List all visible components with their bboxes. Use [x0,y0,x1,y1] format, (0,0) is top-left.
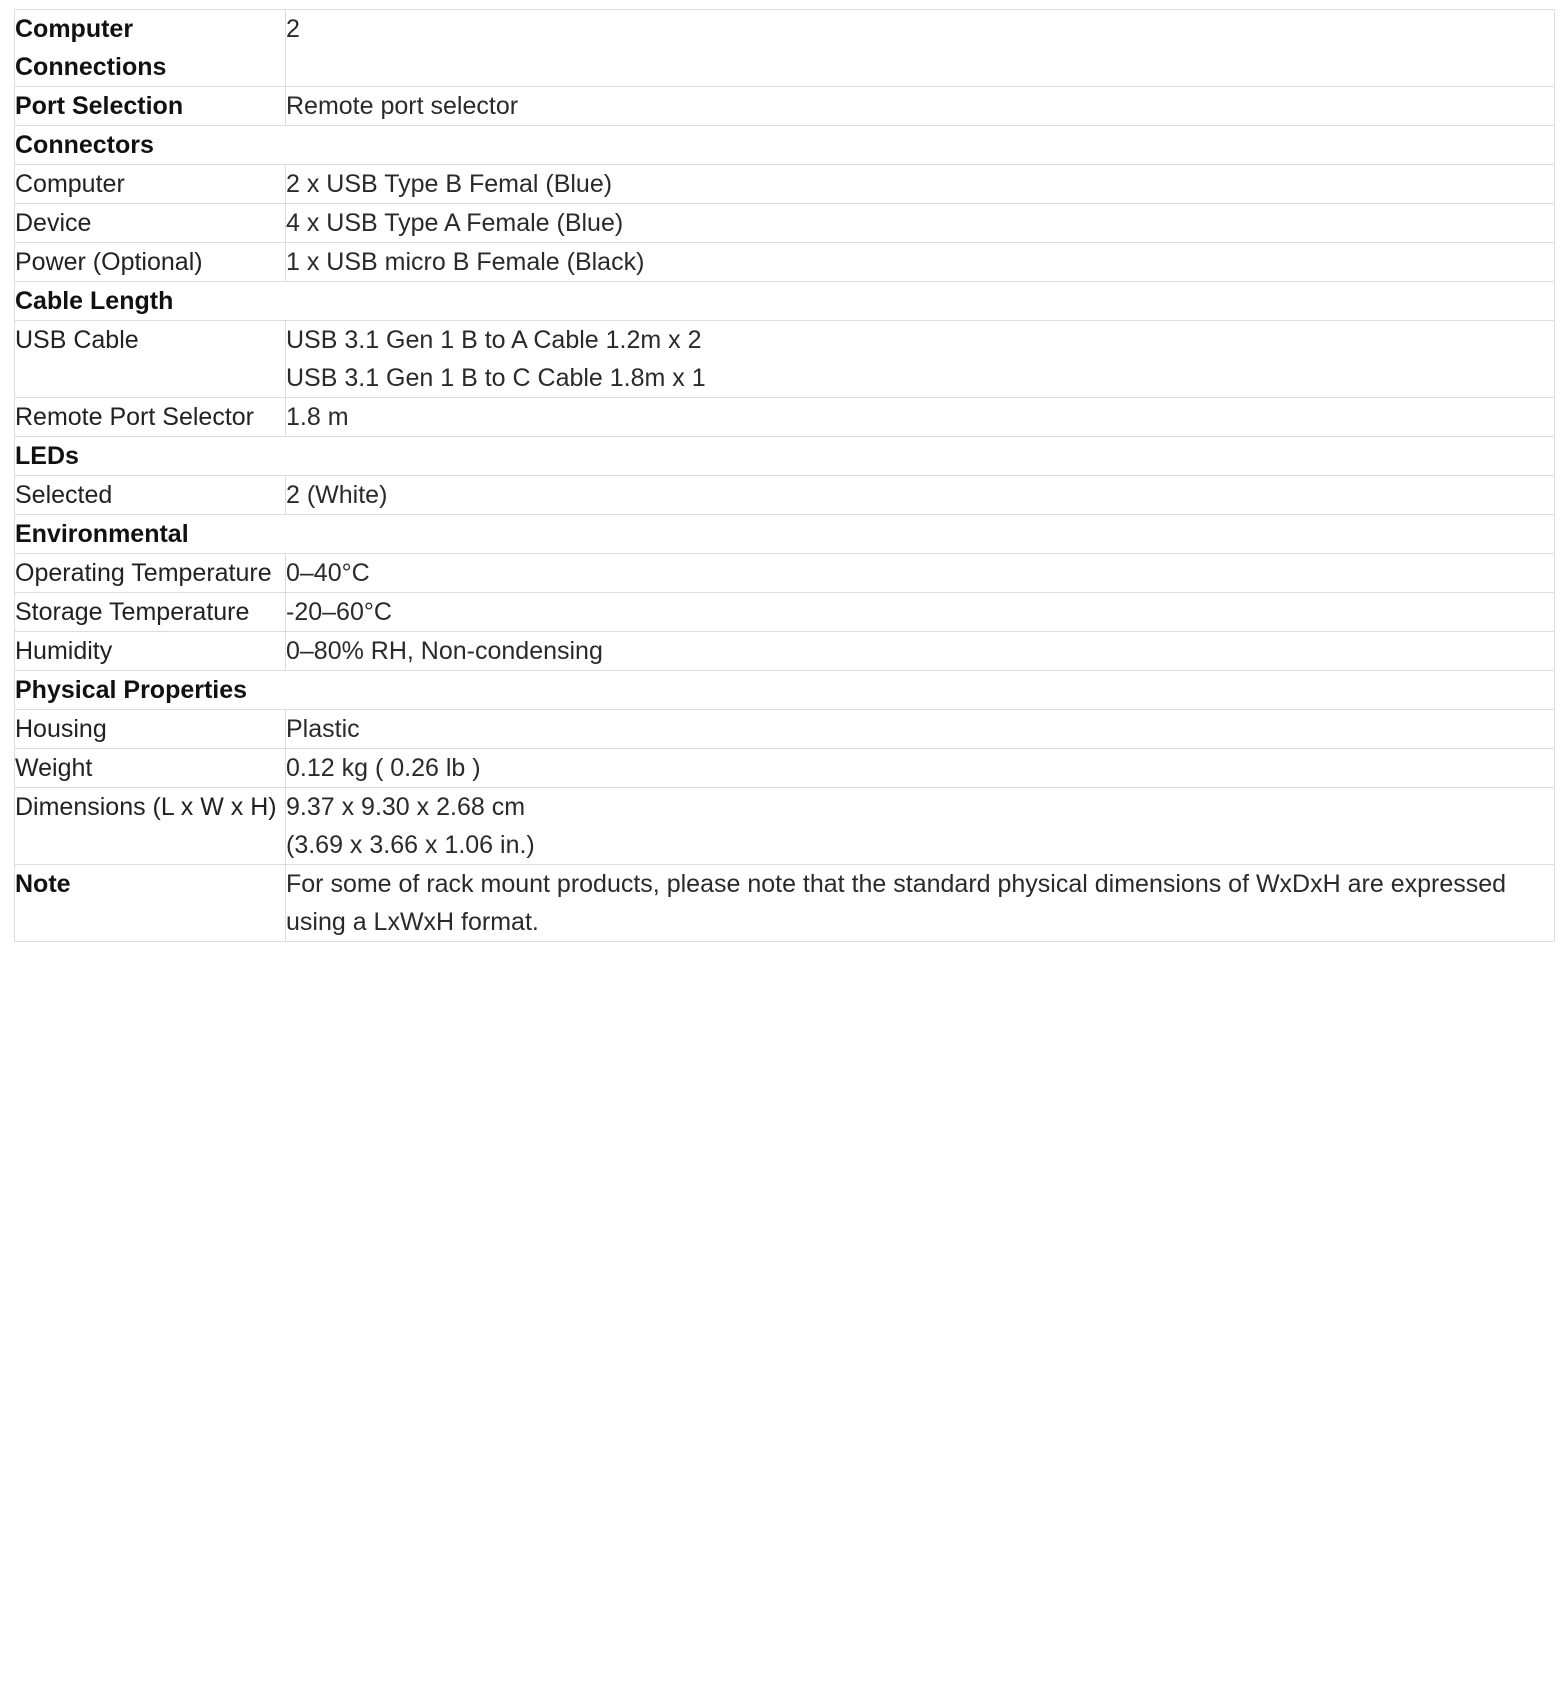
spec-value-line: 9.37 x 9.30 x 2.68 cm [286,793,526,821]
spec-label: Weight [15,749,286,788]
spec-value-line: USB 3.1 Gen 1 B to C Cable 1.8m x 1 [286,364,706,392]
spec-label: Remote Port Selector [15,398,286,437]
spec-value-line: 2 [286,15,300,43]
spec-value-line: Remote port selector [286,92,519,120]
spec-value-line: Plastic [286,715,360,743]
spec-row [15,593,1555,632]
spec-value [286,632,1555,671]
spec-label: Operating Temperature [15,554,286,593]
spec-value [286,749,1555,788]
spec-value [286,788,1555,865]
section-header-row [15,515,1555,554]
spec-label: Note [15,865,286,942]
spec-row [15,10,1555,87]
spec-label: Port Selection [15,87,286,126]
spec-value [286,865,1555,942]
section-header-row [15,126,1555,165]
spec-label: Humidity [15,632,286,671]
section-header-row [15,437,1555,476]
spec-row [15,865,1555,942]
section-title: Physical Properties [15,671,1555,710]
spec-row [15,165,1555,204]
spec-row [15,788,1555,865]
spec-value-line: 1 x USB micro B Female (Black) [286,248,645,276]
specifications-table [14,9,1555,942]
spec-value-line: 0.12 kg ( 0.26 lb ) [286,754,481,782]
spec-value-line: 0–40°C [286,559,370,587]
spec-value-line: For some of rack mount products, please note that the standard physical dimensions of WxDxH are expressed using a LxWxH format. [286,870,1507,936]
spec-value [286,593,1555,632]
spec-label: Selected [15,476,286,515]
spec-label: Dimensions (L x W x H) [15,788,286,865]
spec-value-line: 2 x USB Type B Femal (Blue) [286,170,613,198]
spec-row [15,632,1555,671]
spec-row [15,204,1555,243]
spec-row [15,554,1555,593]
spec-value [286,321,1555,398]
spec-label: Computer Connections [15,10,286,87]
spec-value [286,10,1555,87]
spec-value [286,398,1555,437]
section-title: LEDs [15,437,1555,476]
section-title: Connectors [15,126,1555,165]
spec-label: Storage Temperature [15,593,286,632]
section-header-row [15,282,1555,321]
spec-label: Housing [15,710,286,749]
section-title: Environmental [15,515,1555,554]
spec-value-line: USB 3.1 Gen 1 B to A Cable 1.2m x 2 [286,326,702,354]
spec-value [286,710,1555,749]
section-header-row [15,671,1555,710]
spec-row [15,710,1555,749]
spec-value-line: 4 x USB Type A Female (Blue) [286,209,624,237]
spec-label: Power (Optional) [15,243,286,282]
spec-row [15,476,1555,515]
spec-value [286,554,1555,593]
spec-value-line: 1.8 m [286,403,349,431]
spec-row [15,321,1555,398]
spec-row [15,243,1555,282]
section-title: Cable Length [15,282,1555,321]
spec-value-line: -20–60°C [286,598,392,626]
spec-row [15,749,1555,788]
spec-value [286,204,1555,243]
spec-value-line: (3.69 x 3.66 x 1.06 in.) [286,831,535,859]
spec-value-line: 0–80% RH, Non-condensing [286,637,603,665]
spec-row [15,87,1555,126]
spec-label: Computer [15,165,286,204]
spec-label: Device [15,204,286,243]
spec-value [286,87,1555,126]
spec-row [15,398,1555,437]
specifications-table-body [15,10,1555,942]
spec-value-line: 2 (White) [286,481,388,509]
spec-label: USB Cable [15,321,286,398]
spec-value [286,165,1555,204]
spec-value [286,476,1555,515]
spec-value [286,243,1555,282]
